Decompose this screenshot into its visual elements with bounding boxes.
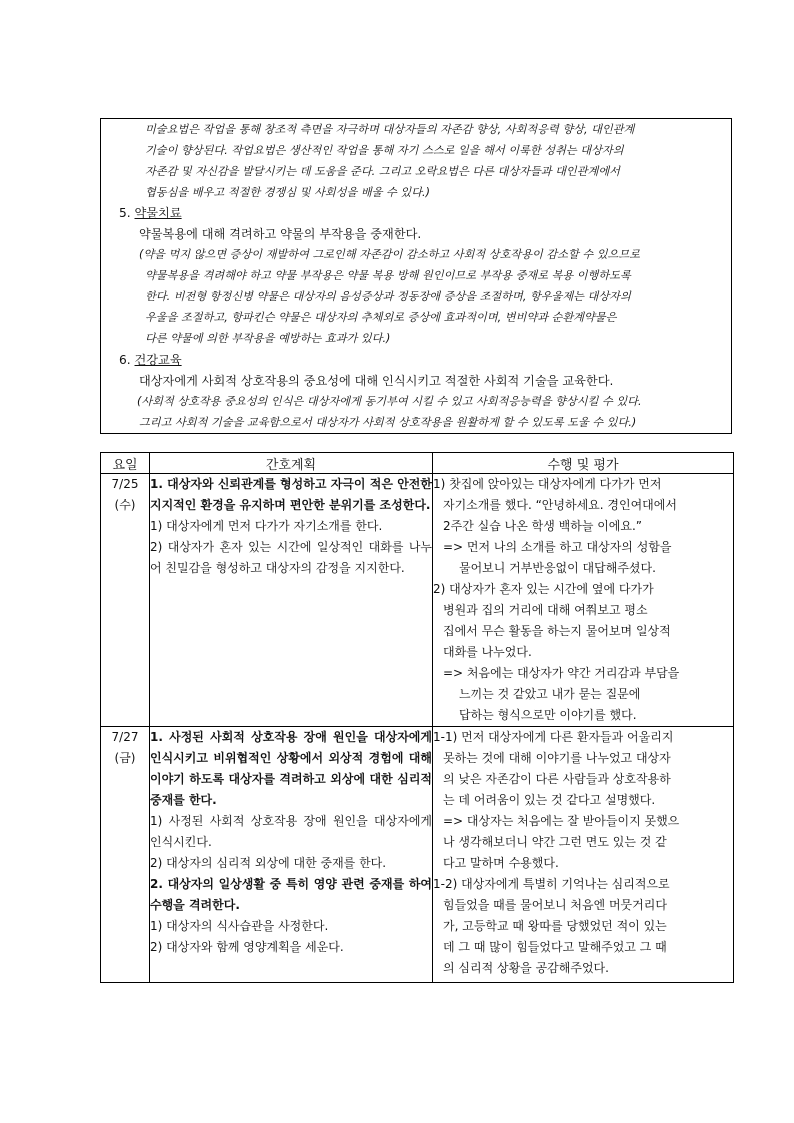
note-line: (사회적 상호작용 중요성의 인식은 대상자에게 동기부여 시킬 수 있고 사회적응능력을 향상시킬 수 있다. bbox=[137, 395, 642, 408]
plan-item: 1) 대상자의 식사습관을 사정한다. bbox=[150, 919, 329, 933]
note-line: 다른 약물에 의한 부작용을 예방하는 효과가 있다.) bbox=[145, 332, 391, 345]
section-title: 약물치료 bbox=[134, 206, 182, 220]
eval-line: 못하는 것에 대해 이야기를 나누었고 대상자 bbox=[443, 751, 671, 765]
eval-line: 자기소개를 했다. “안녕하세요. 경인여대에서 bbox=[443, 498, 677, 512]
plan-item: 2) 대상자의 심리적 외상에 대한 중재를 한다. bbox=[150, 856, 387, 870]
eval-line: 의 낮은 자존감이 다른 사람들과 상호작용하 bbox=[443, 772, 671, 786]
eval-line: 데 그 때 많이 힘들었다고 말해주었고 그 때 bbox=[443, 940, 667, 954]
header-plan: 간호계획 bbox=[150, 453, 433, 474]
eval-line: 가, 고등학교 때 왕따를 당했었던 적이 있는 bbox=[443, 919, 667, 933]
eval-line: 2) 대상자가 혼자 있는 시간에 옆에 다가가 bbox=[433, 582, 654, 596]
section-5-heading bbox=[119, 205, 182, 221]
eval-line: 병원과 집의 거리에 대해 여쭤보고 평소 bbox=[443, 603, 648, 617]
plan-goal: 1. 사정된 사회적 상호작용 장애 원인을 대상자에게 인식시키고 비위협적인 상황에서 외상적 경험에 대해 이야기 하도록 대상자를 격려하고 외상에 대한 심리적 중재를 한다. bbox=[150, 730, 432, 807]
eval-line: 1) 찻집에 앉아있는 대상자에게 다가가 먼저 bbox=[433, 477, 662, 491]
plan-cell bbox=[150, 727, 433, 983]
plan-goal: 1. 대상자와 신뢰관계를 형성하고 자극이 적은 안전한 지지적인 환경을 유지하며 편안한 분위기를 조성한다. bbox=[150, 477, 432, 512]
eval-line: 답하는 형식으로만 이야기를 했다. bbox=[459, 708, 637, 722]
eval-line: 2주간 실습 나온 학생 백하늘 이에요.” bbox=[443, 519, 643, 533]
header-day: 요일 bbox=[101, 453, 150, 474]
plan-item: 1) 대상자에게 먼저 다가가 자기소개를 한다. bbox=[150, 519, 383, 533]
plan-item: 2) 대상자가 혼자 있는 시간에 일상적인 대화를 나누어 친밀감을 형성하고 대상자의 감정을 지지한다. bbox=[150, 540, 432, 575]
plan-cell bbox=[150, 474, 433, 727]
table-row bbox=[101, 474, 734, 727]
nursing-plan-table bbox=[100, 452, 734, 983]
eval-line: => 먼저 나의 소개를 하고 대상자의 성함을 bbox=[443, 540, 672, 554]
evaluation-cell bbox=[433, 474, 734, 727]
table-header-row bbox=[101, 453, 734, 474]
eval-line: 물어보니 거부반응없이 대답해주셨다. bbox=[459, 561, 656, 575]
date: 7/25 bbox=[111, 477, 139, 491]
box-line: 협동심을 배우고 적절한 경쟁심 및 사회성을 배울 수 있다.) bbox=[145, 186, 430, 199]
plan-item: 2) 대상자와 함께 영양계획을 세운다. bbox=[150, 940, 344, 954]
box-line: 미술요법은 작업을 통해 창조적 측면을 자극하며 대상자들의 자존감 향상, 사회적응력 향상, 대인관계 bbox=[145, 123, 635, 136]
section-number: 5. bbox=[119, 206, 131, 220]
section-number: 6. bbox=[119, 353, 131, 367]
section-6-heading bbox=[119, 352, 182, 368]
note-line: 약물복용을 격려해야 하고 약물 부작용은 약물 복용 방해 원인이므로 부작용 중재로 복용 이행하도록 bbox=[145, 269, 631, 282]
eval-line: 다고 말하며 수용했다. bbox=[443, 856, 559, 870]
section-5-text: 약물복용에 대해 격려하고 약물의 부작용을 중재한다. bbox=[139, 227, 422, 241]
date: 7/27 bbox=[111, 730, 139, 744]
box-line: 자존감 및 자신감을 발달시키는 데 도움을 준다. 그리고 오락요법은 다른 대상자들과 대인관계에서 bbox=[145, 165, 620, 178]
eval-line: 힘들었을 때를 물어보니 처음엔 머뭇거리다 bbox=[443, 898, 667, 912]
eval-line: 집에서 무슨 활동을 하는지 물어보며 일상적 bbox=[443, 624, 671, 638]
note-line: 그리고 사회적 기술을 교육함으로서 대상자가 사회적 상호작용을 원활하게 할 수 있도록 도울 수 있다.) bbox=[139, 416, 637, 429]
box-line: 기술이 향상된다. 작업요법은 생산적인 작업을 통해 자기 스스로 일을 해서 이룩한 성취는 대상자의 bbox=[145, 144, 624, 157]
eval-line: => 대상자는 처음에는 잘 받아들이지 못했으 bbox=[443, 814, 680, 828]
eval-line: 1-1) 먼저 대상자에게 다른 환자들과 어울리지 bbox=[433, 730, 674, 744]
eval-line: 대화를 나누었다. bbox=[443, 645, 532, 659]
eval-line: 느끼는 것 같았고 내가 묻는 질문에 bbox=[459, 687, 641, 701]
note-line: 우울을 조절하고, 항파킨슨 약물은 대상자의 추체외로 증상에 효과적이며, 변비약과 순환계약물은 bbox=[145, 311, 617, 324]
note-line: 한다. 비전형 항정신병 약물은 대상자의 음성증상과 정동장애 증상을 조절하며, 항우울제는 대상자의 bbox=[145, 290, 631, 303]
day-cell bbox=[101, 474, 150, 727]
eval-line: 는 데 어려움이 있는 것 같다고 설명했다. bbox=[443, 793, 656, 807]
evaluation-cell bbox=[433, 727, 734, 983]
header-evaluation: 수행 및 평가 bbox=[433, 453, 734, 474]
table-row bbox=[101, 727, 734, 983]
weekday: (금) bbox=[114, 751, 136, 765]
eval-line: => 처음에는 대상자가 약간 거리감과 부담을 bbox=[443, 666, 680, 680]
eval-line: 의 심리적 상황을 공감해주었다. bbox=[443, 961, 609, 975]
note-line: (약을 먹지 않으면 증상이 재발하여 그로인해 자존감이 감소하고 사회적 상호작용이 감소할 수 있으므로 bbox=[139, 248, 640, 261]
day-cell bbox=[101, 727, 150, 983]
intervention-rationale-box bbox=[100, 118, 732, 434]
weekday: (수) bbox=[114, 498, 136, 512]
section-6-text: 대상자에게 사회적 상호작용의 중요성에 대해 인식시키고 적절한 사회적 기술을 교육한다. bbox=[139, 374, 614, 388]
plan-goal: 2. 대상자의 일상생활 중 특히 영양 관련 중재를 하여 수행을 격려한다. bbox=[150, 877, 432, 912]
eval-line: 1-2) 대상자에게 특별히 기억나는 심리적으로 bbox=[433, 877, 670, 891]
section-title: 건강교육 bbox=[134, 353, 182, 367]
eval-line: 나 생각해보더니 약간 그런 면도 있는 것 같 bbox=[443, 835, 667, 849]
plan-item: 1) 사정된 사회적 상호작용 장애 원인을 대상자에게 인식시킨다. bbox=[150, 814, 432, 849]
